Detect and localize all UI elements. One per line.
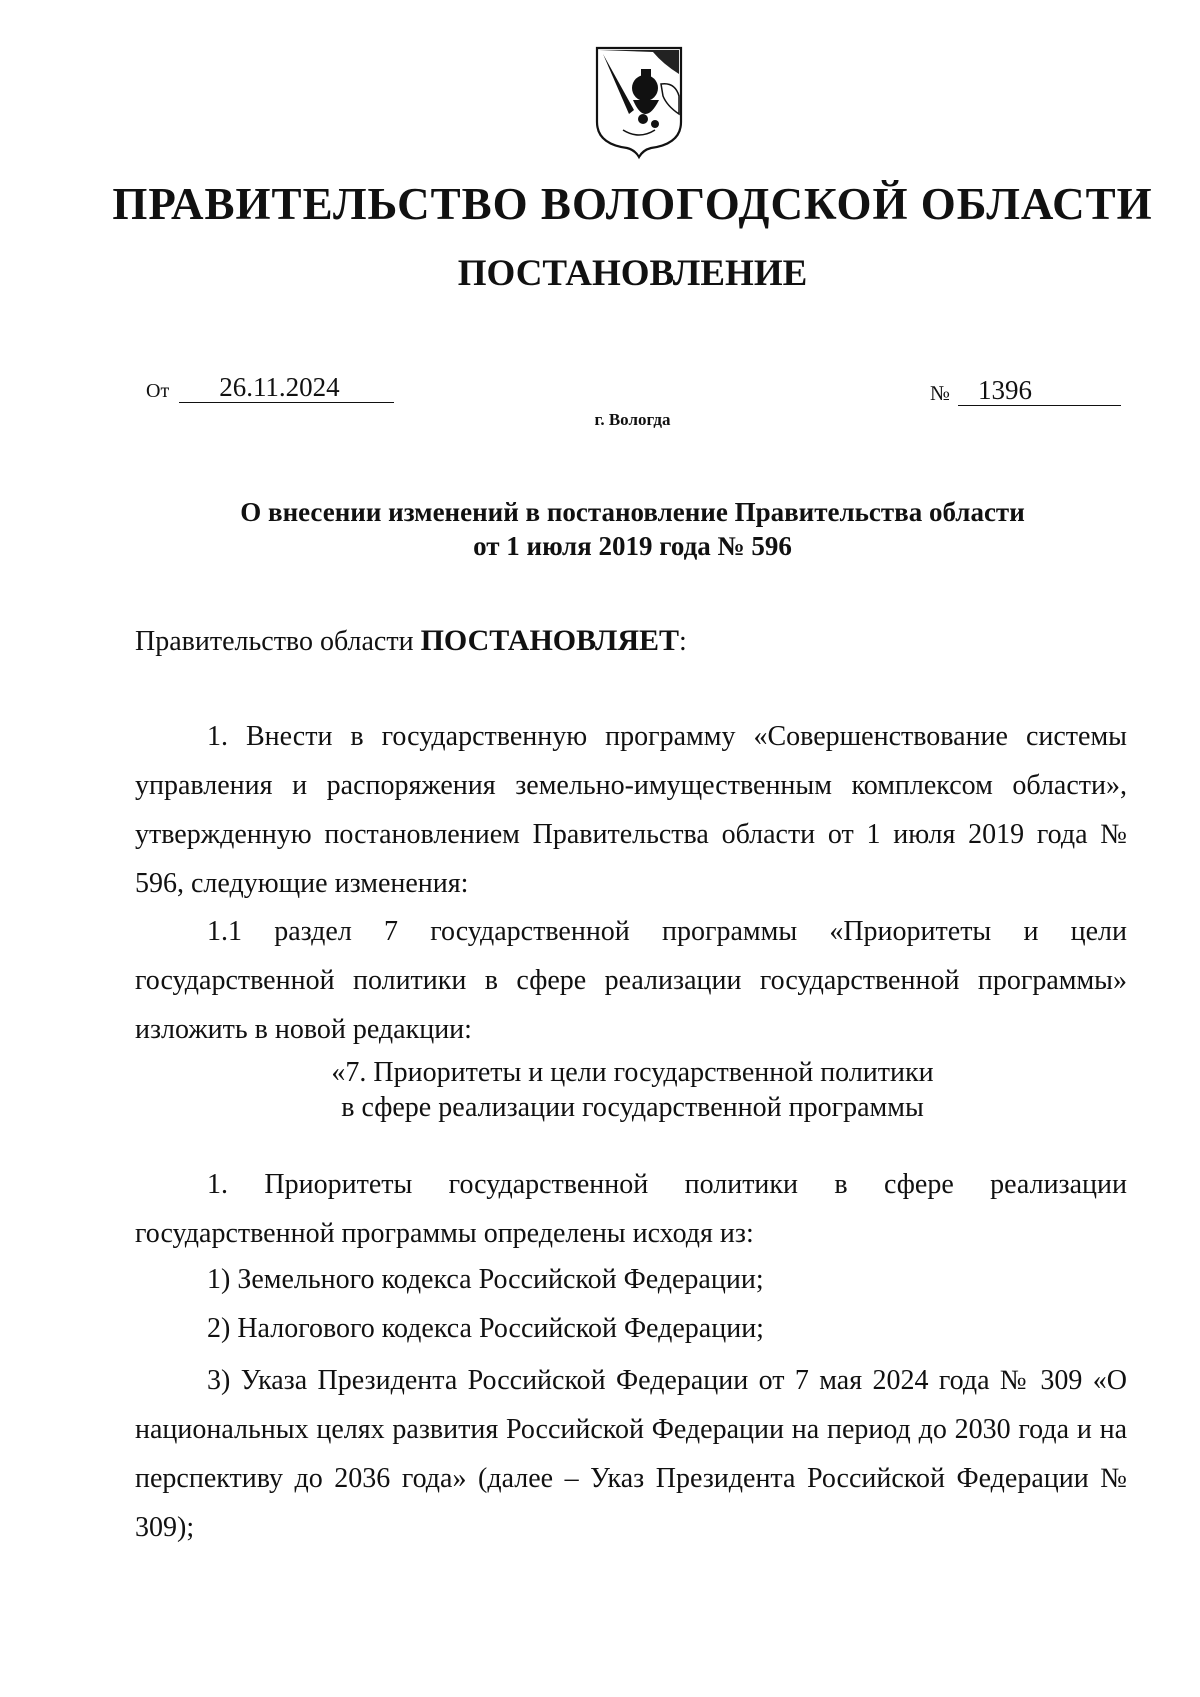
paragraph-item-1-1 — [135, 907, 1127, 1054]
resolve-suffix: : — [679, 626, 687, 657]
subject-line-2: от 1 июля 2019 года № 596 — [473, 531, 792, 561]
date-prefix: От — [146, 380, 170, 402]
date-field — [146, 372, 394, 403]
section-7-heading — [0, 1055, 1200, 1125]
list-item: 3) Указа Президента Российской Федерации от 7 мая 2024 года № 309 «О национальных целях развития Российской Федерации на период до 2030 года и на перспективу до 2036 года» (далее – Указ Президента Российской Федерации № 309); — [135, 1365, 1127, 1543]
document-type: ПОСТАНОВЛЕНИЕ — [457, 253, 808, 294]
government-title: ПРАВИТЕЛЬСТВО ВОЛОГОДСКОЙ ОБЛАСТИ — [112, 179, 1153, 229]
subject-line-1: О внесении изменений в постановление Правительства области — [240, 497, 1025, 527]
document-number: 1396 — [958, 375, 1121, 406]
city-label: г. Вологда — [594, 410, 671, 429]
list-item: 2) Налогового кодекса Российской Федерации; — [207, 1313, 764, 1344]
section-7-heading-line-2: в сфере реализации государственной программы — [341, 1092, 924, 1123]
resolve-prefix: Правительство области — [135, 626, 421, 657]
paragraph-priorities-text: 1. Приоритеты государственной политики в сфере реализации государственной программы определены исходя из: — [135, 1169, 1127, 1249]
paragraph-item-1-text: 1. Внести в государственную программу «Совершенствование системы управления и распоряжения земельно-имущественным комплексом области», утвержденную постановлением Правительства области от 1 июля 2019 года № 596, следующие изменения: — [135, 721, 1127, 899]
number-field — [930, 375, 1121, 406]
paragraph-item-1-1-text: 1.1 раздел 7 государственной программы «Приоритеты и цели государственной политики в сфере реализации государственной программы» изложить в новой редакции: — [135, 916, 1127, 1045]
resolve-clause — [135, 624, 687, 658]
paragraph-list-item-3 — [135, 1356, 1127, 1552]
number-prefix: № — [930, 381, 951, 405]
paragraph-item-1 — [135, 712, 1127, 908]
document-date: 26.11.2024 — [179, 372, 394, 403]
section-7-heading-line-1: «7. Приоритеты и цели государственной политики — [331, 1057, 934, 1088]
vologda-coat-of-arms-icon — [593, 44, 685, 160]
paragraph-priorities — [135, 1160, 1127, 1258]
resolve-keyword: ПОСТАНОВЛЯЕТ — [420, 624, 680, 657]
document-subject — [0, 495, 1200, 563]
list-item: 1) Земельного кодекса Российской Федерации; — [207, 1264, 764, 1295]
